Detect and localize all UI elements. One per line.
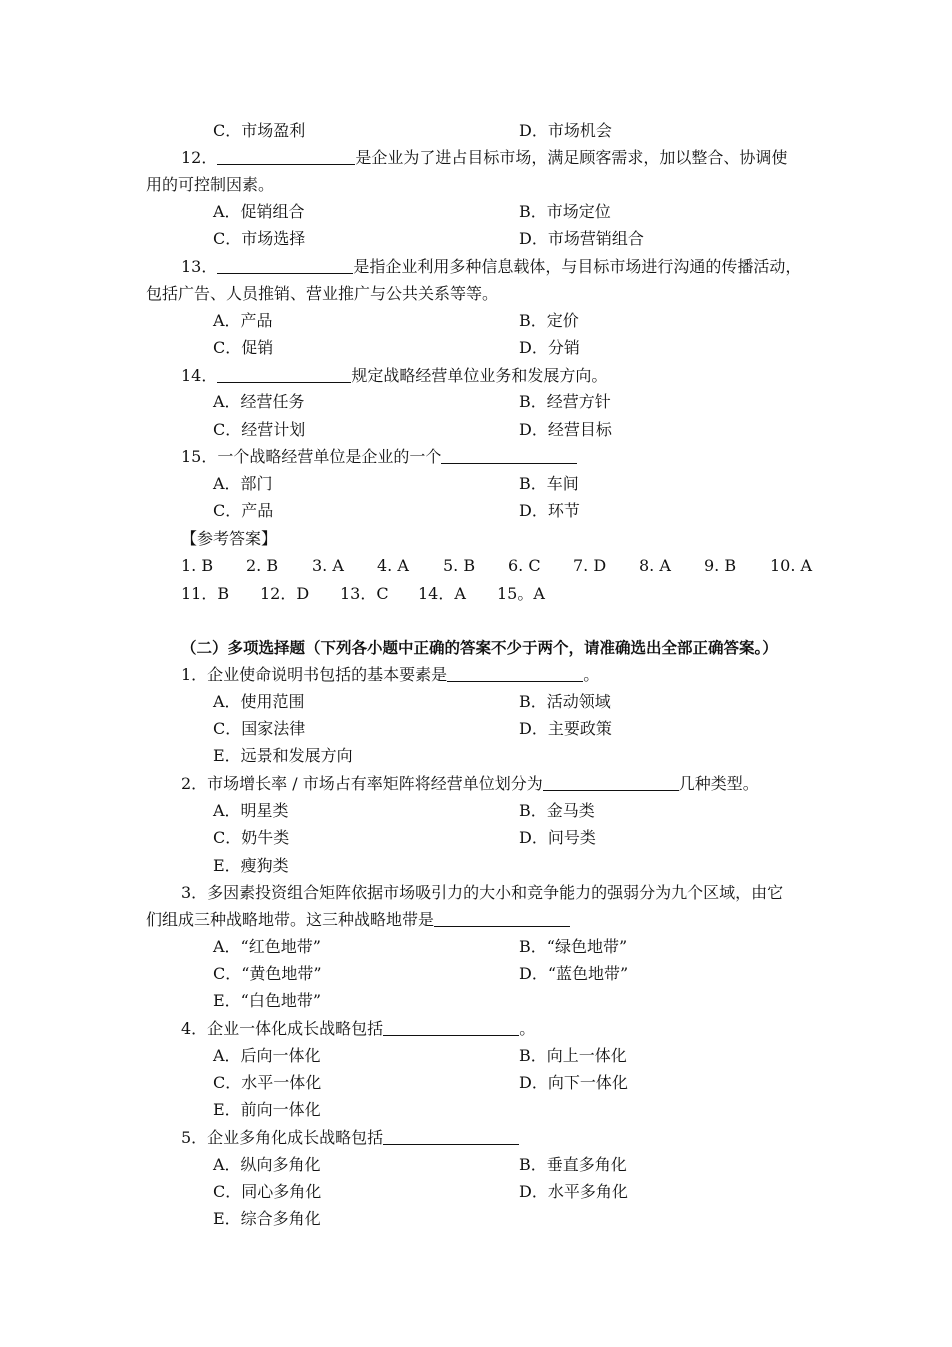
- mc-q4-stem: [181, 1019, 535, 1039]
- q13-blank: [217, 257, 353, 274]
- answer-item-row1-9: 9. B: [704, 556, 737, 575]
- mc-q1-stem-text: 1．企业使命说明书包括的基本要素是: [181, 665, 448, 684]
- mc-q3-option-b: B．“绿色地带”: [519, 937, 628, 956]
- mc-q4-stem-text: 4．企业一体化成长战略包括: [181, 1019, 384, 1038]
- section-heading-multiple-choice: （二）多项选择题（下列各小题中正确的答案不少于两个，请准确选出全部正确答案。）: [181, 638, 778, 657]
- mc-q4-option-a: A．后向一体化: [213, 1046, 321, 1065]
- mc-q3-option-a: A．“红色地带”: [213, 937, 321, 956]
- q14-number: 14．: [181, 366, 218, 385]
- answer-item-row1-6: 6. C: [508, 556, 541, 575]
- mc-q5-stem-text: 5．企业多角化成长战略包括: [181, 1128, 384, 1147]
- mc-q4-option-e: E．前向一体化: [213, 1100, 321, 1119]
- mc-q4-stem-end: 。: [519, 1019, 536, 1038]
- mc-q3-option-e: E．“白色地带”: [213, 991, 322, 1010]
- mc-q5-option-e: E．综合多角化: [213, 1209, 321, 1228]
- q14-option-c: C．经营计划: [213, 420, 306, 439]
- mc-q5-option-b: B．垂直多角化: [519, 1155, 627, 1174]
- q13-stem-text: 是指企业利用多种信息载体，与目标市场进行沟通的传播活动，: [353, 257, 802, 276]
- q13-number: 13．: [181, 257, 218, 276]
- mc-q2-option-e: E．瘦狗类: [213, 856, 289, 875]
- q13-option-c: C．促销: [213, 338, 274, 357]
- q13-option-a: A．产品: [213, 311, 273, 330]
- q13-option-b: B．定价: [519, 311, 579, 330]
- q13-stem: [181, 257, 801, 277]
- answer-item-row2-5: 15。A: [497, 584, 545, 603]
- mc-q2-option-a: A．明星类: [213, 801, 289, 820]
- mc-q2-option-c: C．奶牛类: [213, 828, 290, 847]
- q12-stem-text: 是企业为了进占目标市场，满足顾客需求，加以整合、协调使: [355, 148, 788, 167]
- answer-item-row1-4: 4. A: [377, 556, 409, 575]
- mc-q1-stem-end: 。: [583, 665, 600, 684]
- q12-number: 12．: [181, 148, 218, 167]
- answer-item-row2-1: 11．B: [181, 584, 230, 603]
- answer-item-row1-3: 3. A: [312, 556, 344, 575]
- mc-q4-option-c: C．水平一体化: [213, 1073, 322, 1092]
- q15-stem: [181, 447, 577, 467]
- mc-q2-option-d: D．问号类: [519, 828, 596, 847]
- q15-option-a: A．部门: [213, 474, 273, 493]
- q14-blank: [217, 366, 351, 383]
- mc-q3-stem: 3．多因素投资组合矩阵依据市场吸引力的大小和竞争能力的强弱分为九个区域，由它: [181, 883, 784, 902]
- mc-q4-option-b: B．向上一体化: [519, 1046, 627, 1065]
- q12-stem-continued: 用的可控制因素。: [146, 175, 275, 194]
- mc-q1-option-c: C．国家法律: [213, 719, 306, 738]
- q11-option-d: D．市场机会: [519, 121, 612, 140]
- q12-option-d: D．市场营销组合: [519, 229, 644, 248]
- answer-item-row2-4: 14．A: [418, 584, 466, 603]
- answer-item-row2-2: 12．D: [260, 584, 310, 603]
- mc-q2-option-b: B．金马类: [519, 801, 595, 820]
- mc-q1-blank: [447, 665, 583, 682]
- mc-q1-option-b: B．活动领域: [519, 692, 611, 711]
- q15-stem-text: 15．一个战略经营单位是企业的一个: [181, 447, 442, 466]
- mc-q1-stem: [181, 665, 599, 685]
- answer-item-row1-10: 10. A: [770, 556, 813, 575]
- mc-q5-option-c: C．同心多角化: [213, 1182, 322, 1201]
- q14-option-a: A．经营任务: [213, 392, 305, 411]
- q11-option-c: C．市场盈利: [213, 121, 306, 140]
- q13-option-d: D．分销: [519, 338, 580, 357]
- mc-q3-option-d: D．“蓝色地带”: [519, 964, 629, 983]
- q12-blank: [217, 148, 355, 165]
- mc-q5-option-a: A．纵向多角化: [213, 1155, 321, 1174]
- q12-option-b: B．市场定位: [519, 202, 611, 221]
- mc-q1-option-a: A．使用范围: [213, 692, 305, 711]
- q13-stem-continued: 包括广告、人员推销、营业推广与公共关系等等。: [146, 284, 499, 303]
- q15-option-b: B．车间: [519, 474, 579, 493]
- answer-item-row1-2: 2. B: [246, 556, 279, 575]
- mc-q2-stem: [181, 774, 759, 794]
- mc-q5-stem: [181, 1128, 519, 1148]
- q12-option-c: C．市场选择: [213, 229, 306, 248]
- q12-option-a: A．促销组合: [213, 202, 305, 221]
- q14-stem-text: 规定战略经营单位业务和发展方向。: [351, 366, 608, 385]
- answer-item-row1-5: 5. B: [443, 556, 476, 575]
- q15-option-d: D．环节: [519, 501, 580, 520]
- q12-stem: [181, 148, 787, 168]
- q15-option-c: C．产品: [213, 501, 274, 520]
- q14-stem: [181, 366, 607, 386]
- mc-q4-option-d: D．向下一体化: [519, 1073, 628, 1092]
- answer-item-row1-1: 1. B: [181, 556, 214, 575]
- mc-q1-option-e: E．远景和发展方向: [213, 746, 353, 765]
- mc-q3-blank: [434, 910, 570, 927]
- mc-q1-option-d: D．主要政策: [519, 719, 612, 738]
- mc-q2-blank: [543, 774, 679, 791]
- mc-q3-stem-cont-text: 们组成三种战略地带。这三种战略地带是: [146, 910, 435, 929]
- q14-option-d: D．经营目标: [519, 420, 612, 439]
- mc-q3-stem-continued: [146, 910, 570, 930]
- answer-item-row1-8: 8. A: [639, 556, 671, 575]
- answer-item-row2-3: 13．C: [340, 584, 389, 603]
- mc-q2-stem-end: 几种类型。: [678, 774, 759, 793]
- mc-q5-option-d: D．水平多角化: [519, 1182, 628, 1201]
- q15-blank: [441, 447, 577, 464]
- mc-q5-blank: [383, 1128, 519, 1145]
- mc-q4-blank: [383, 1019, 519, 1036]
- mc-q2-stem-text: 2．市场增长率 / 市场占有率矩阵将经营单位划分为: [181, 774, 543, 793]
- mc-q3-option-c: C．“黄色地带”: [213, 964, 322, 983]
- q14-option-b: B．经营方针: [519, 392, 611, 411]
- answer-item-row1-7: 7. D: [573, 556, 607, 575]
- answers-heading: 【参考答案】: [181, 529, 278, 548]
